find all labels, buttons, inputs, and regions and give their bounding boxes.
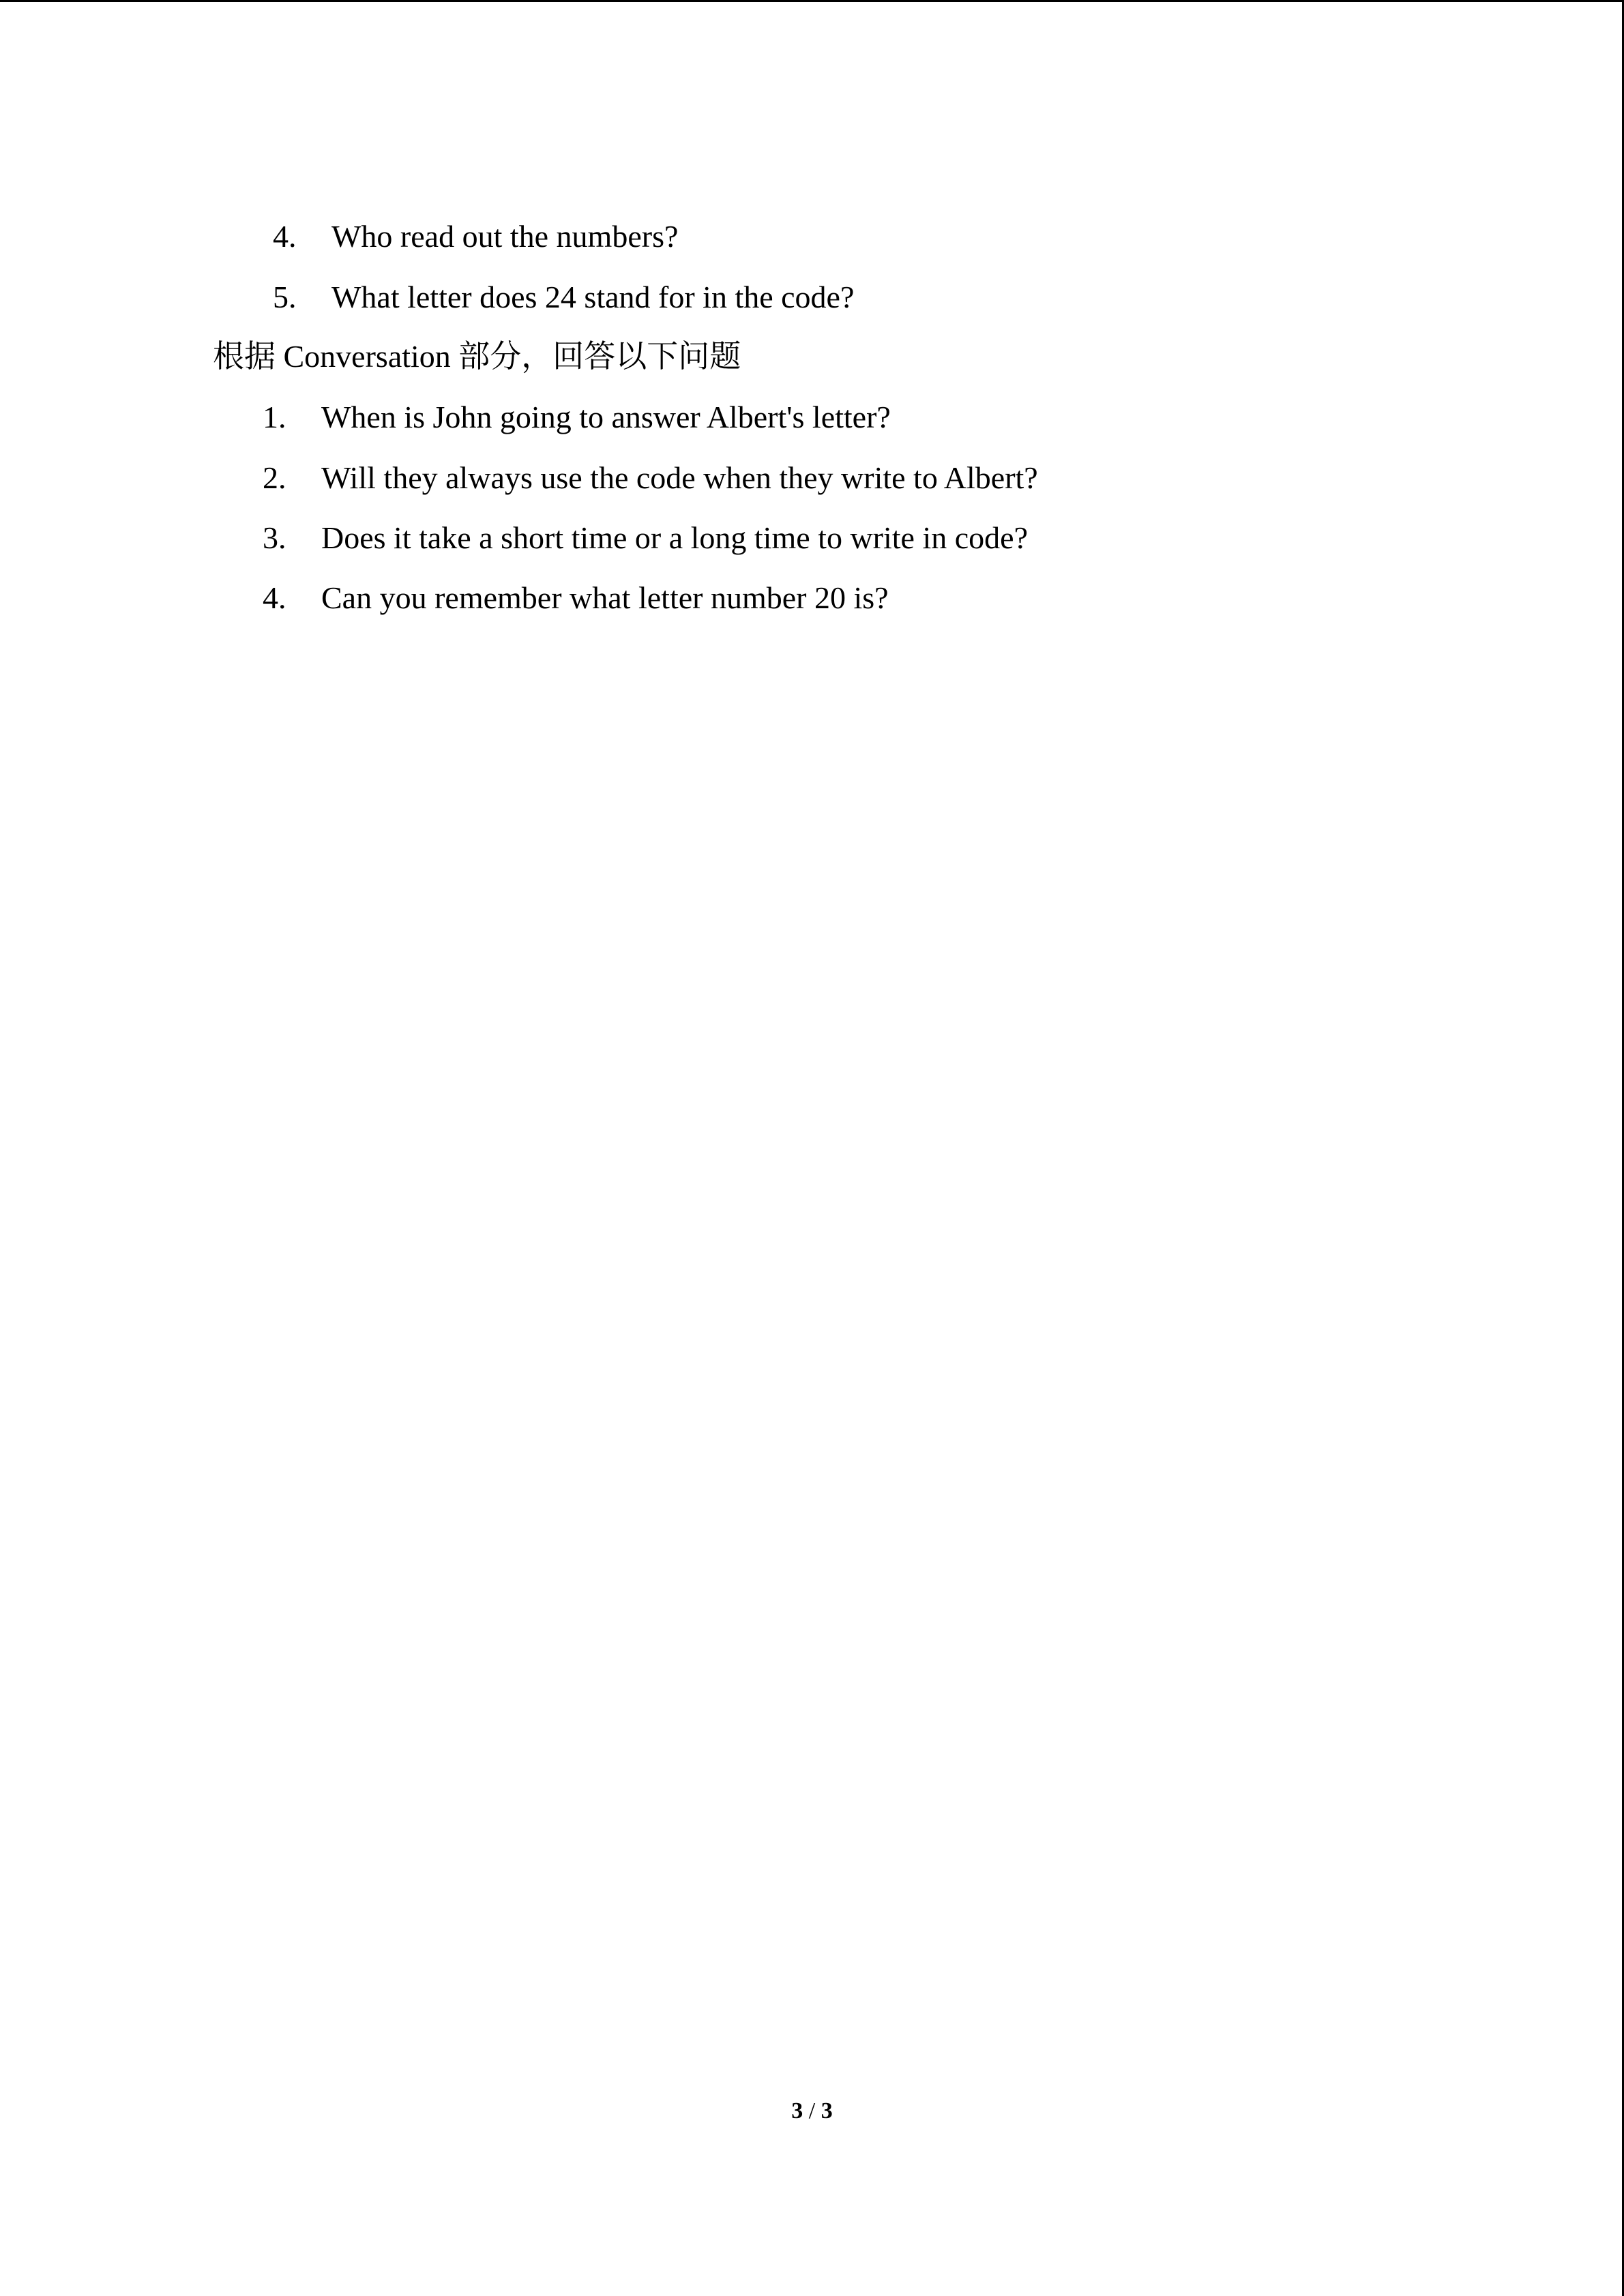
question-item: [273, 218, 678, 256]
question-number: 2.: [263, 460, 286, 495]
question-number: 3.: [263, 520, 286, 555]
question-text: When is John going to answer Albert's letter?: [321, 400, 891, 434]
question-number: 5.: [273, 280, 297, 314]
question-text: Who read out the numbers?: [331, 219, 679, 254]
question-item: [263, 519, 1028, 557]
question-text: Does it take a short time or a long time to write in code?: [321, 520, 1028, 555]
current-page-number: 3: [791, 2098, 803, 2123]
total-pages-number: 3: [821, 2098, 833, 2123]
question-text: Can you remember what letter number 20 is?: [321, 580, 889, 615]
question-item: [263, 459, 1038, 497]
page-separator: /: [808, 2098, 816, 2123]
question-item: [273, 278, 854, 316]
question-number: 1.: [263, 400, 286, 434]
question-text: What letter does 24 stand for in the code?: [331, 280, 855, 314]
question-number: 4.: [273, 219, 297, 254]
question-number: 4.: [263, 580, 286, 615]
question-item: [263, 398, 891, 436]
question-item: [263, 579, 889, 617]
page-number: [0, 2098, 1624, 2125]
section-heading: 根据 Conversation 部分，回答以下问题: [213, 339, 741, 374]
question-text: Will they always use the code when they write to Albert?: [321, 460, 1038, 495]
